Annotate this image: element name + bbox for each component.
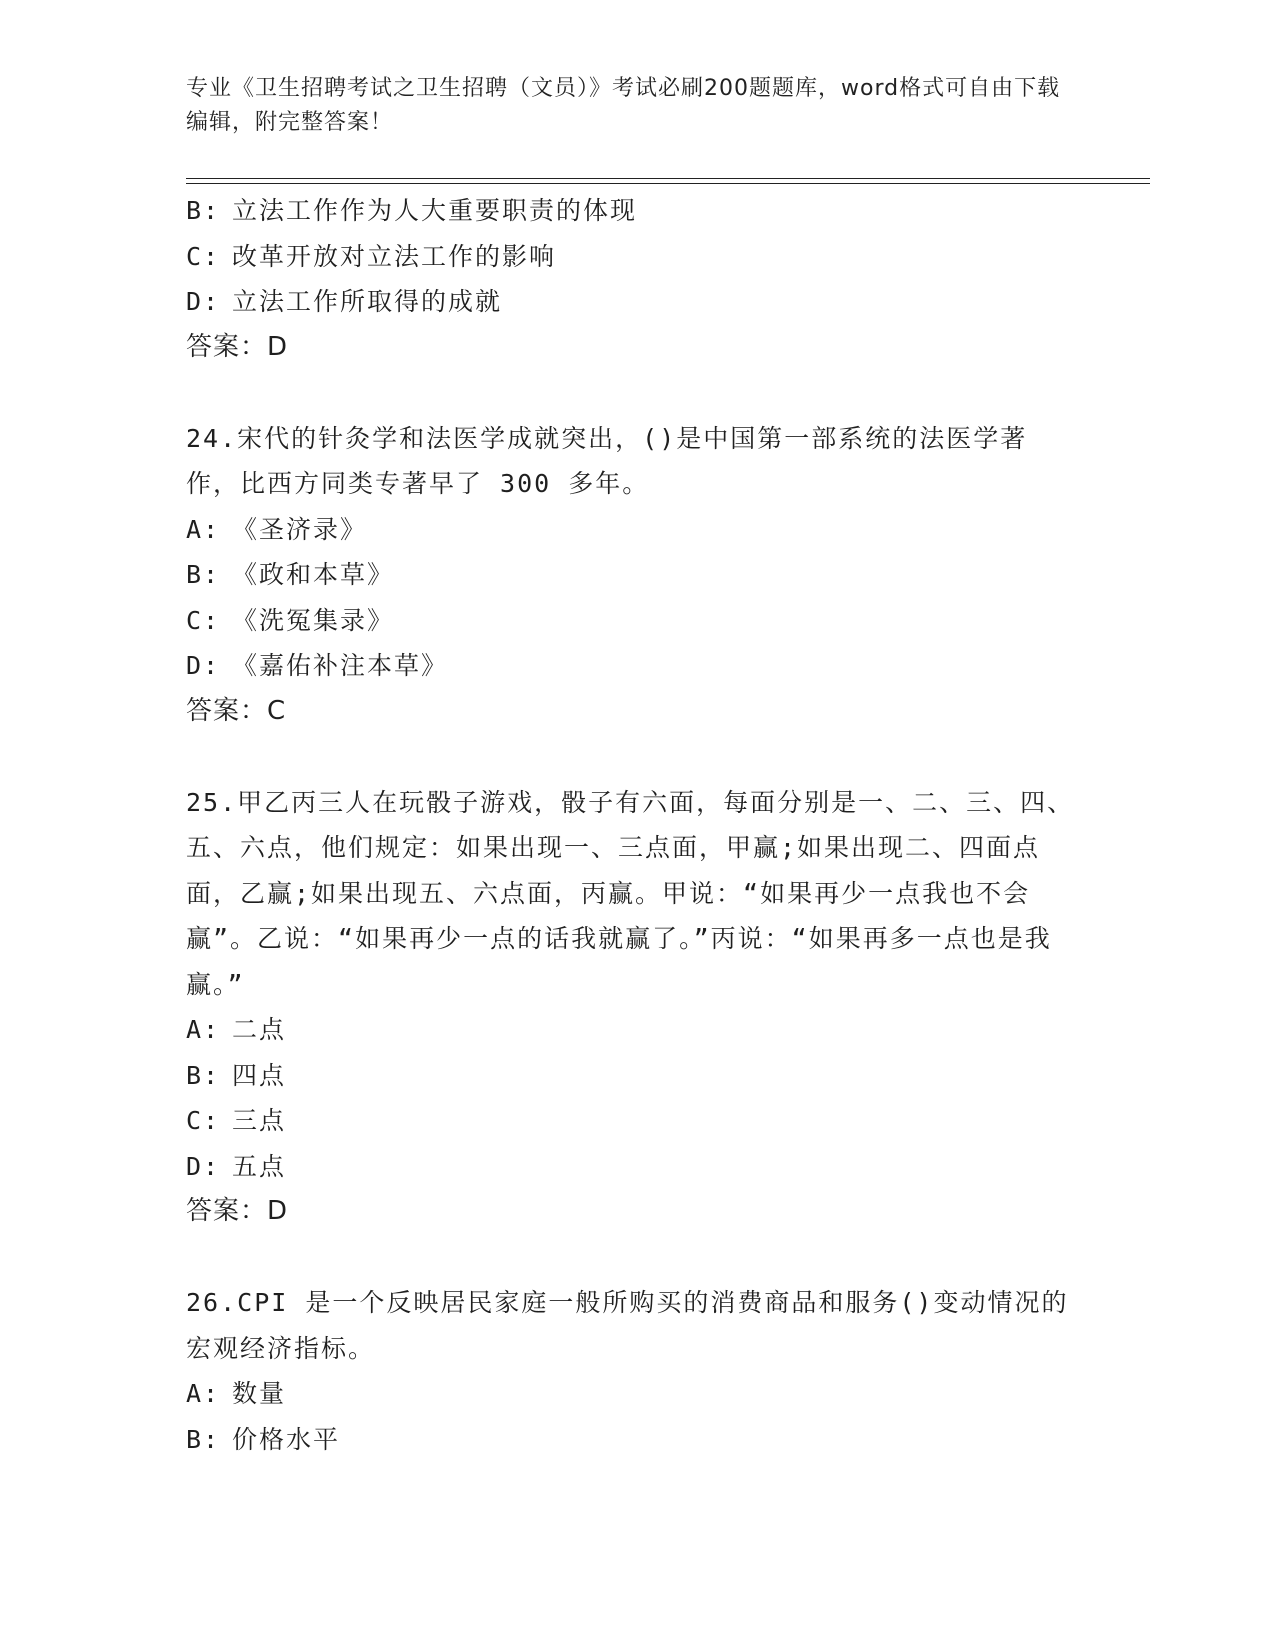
option-b: B: 价格水平 (186, 1424, 341, 1454)
header-title: 专业《卫生招聘考试之卫生招聘（文员）》考试必刷200题题库，word格式可自由下载编辑，附完整答案！ (186, 76, 1061, 135)
question-stem: 24.宋代的针灸学和法医学成就突出，()是中国第一部系统的法医学著作，比西方同类专著早了 300 多年。 (186, 423, 1028, 498)
document-header (186, 72, 1066, 140)
question-24 (186, 416, 1076, 735)
option-d: D: 五点 (186, 1151, 287, 1181)
answer-line: 答案：D (186, 331, 289, 362)
option-a: A: 二点 (186, 1015, 287, 1044)
answer-line: 答案：C (186, 695, 287, 726)
question-23-continuation (186, 188, 1076, 370)
option-b: B: 《政和本草》 (186, 560, 395, 589)
option-d: D: 《嘉佑补注本草》 (186, 651, 449, 680)
option-a: A: 《圣济录》 (186, 514, 368, 544)
question-25 (186, 780, 1076, 1235)
question-stem: 25.甲乙丙三人在玩骰子游戏，骰子有六面，每面分别是一、二、三、四、五、六点，他们规定：如果出现一、三点面，甲赢;如果出现二、四面点面，乙赢;如果出现五、六点面，丙赢。甲说：“如果再少一点我也不会赢”。乙说：“如果再少一点的话我就赢了。”丙说：“如果再多一点也是我赢。” (186, 787, 1075, 999)
option-d: D: 立法工作所取得的成就 (186, 287, 503, 316)
question-stem: 26.CPI 是一个反映居民家庭一般所购买的消费商品和服务()变动情况的宏观经济指标。 (186, 1288, 1069, 1363)
option-c: C: 三点 (186, 1106, 287, 1135)
option-c: C: 《洗冤集录》 (186, 605, 395, 635)
header-divider-bottom (186, 183, 1150, 184)
header-divider-top (186, 178, 1150, 179)
option-b: B: 四点 (186, 1060, 287, 1090)
question-26 (186, 1280, 1076, 1462)
answer-line: 答案：D (186, 1196, 289, 1226)
option-a: A: 数量 (186, 1379, 287, 1408)
option-b: B: 立法工作作为人大重要职责的体现 (186, 196, 638, 225)
document-body (186, 188, 1076, 1462)
option-c: C: 改革开放对立法工作的影响 (186, 241, 557, 271)
